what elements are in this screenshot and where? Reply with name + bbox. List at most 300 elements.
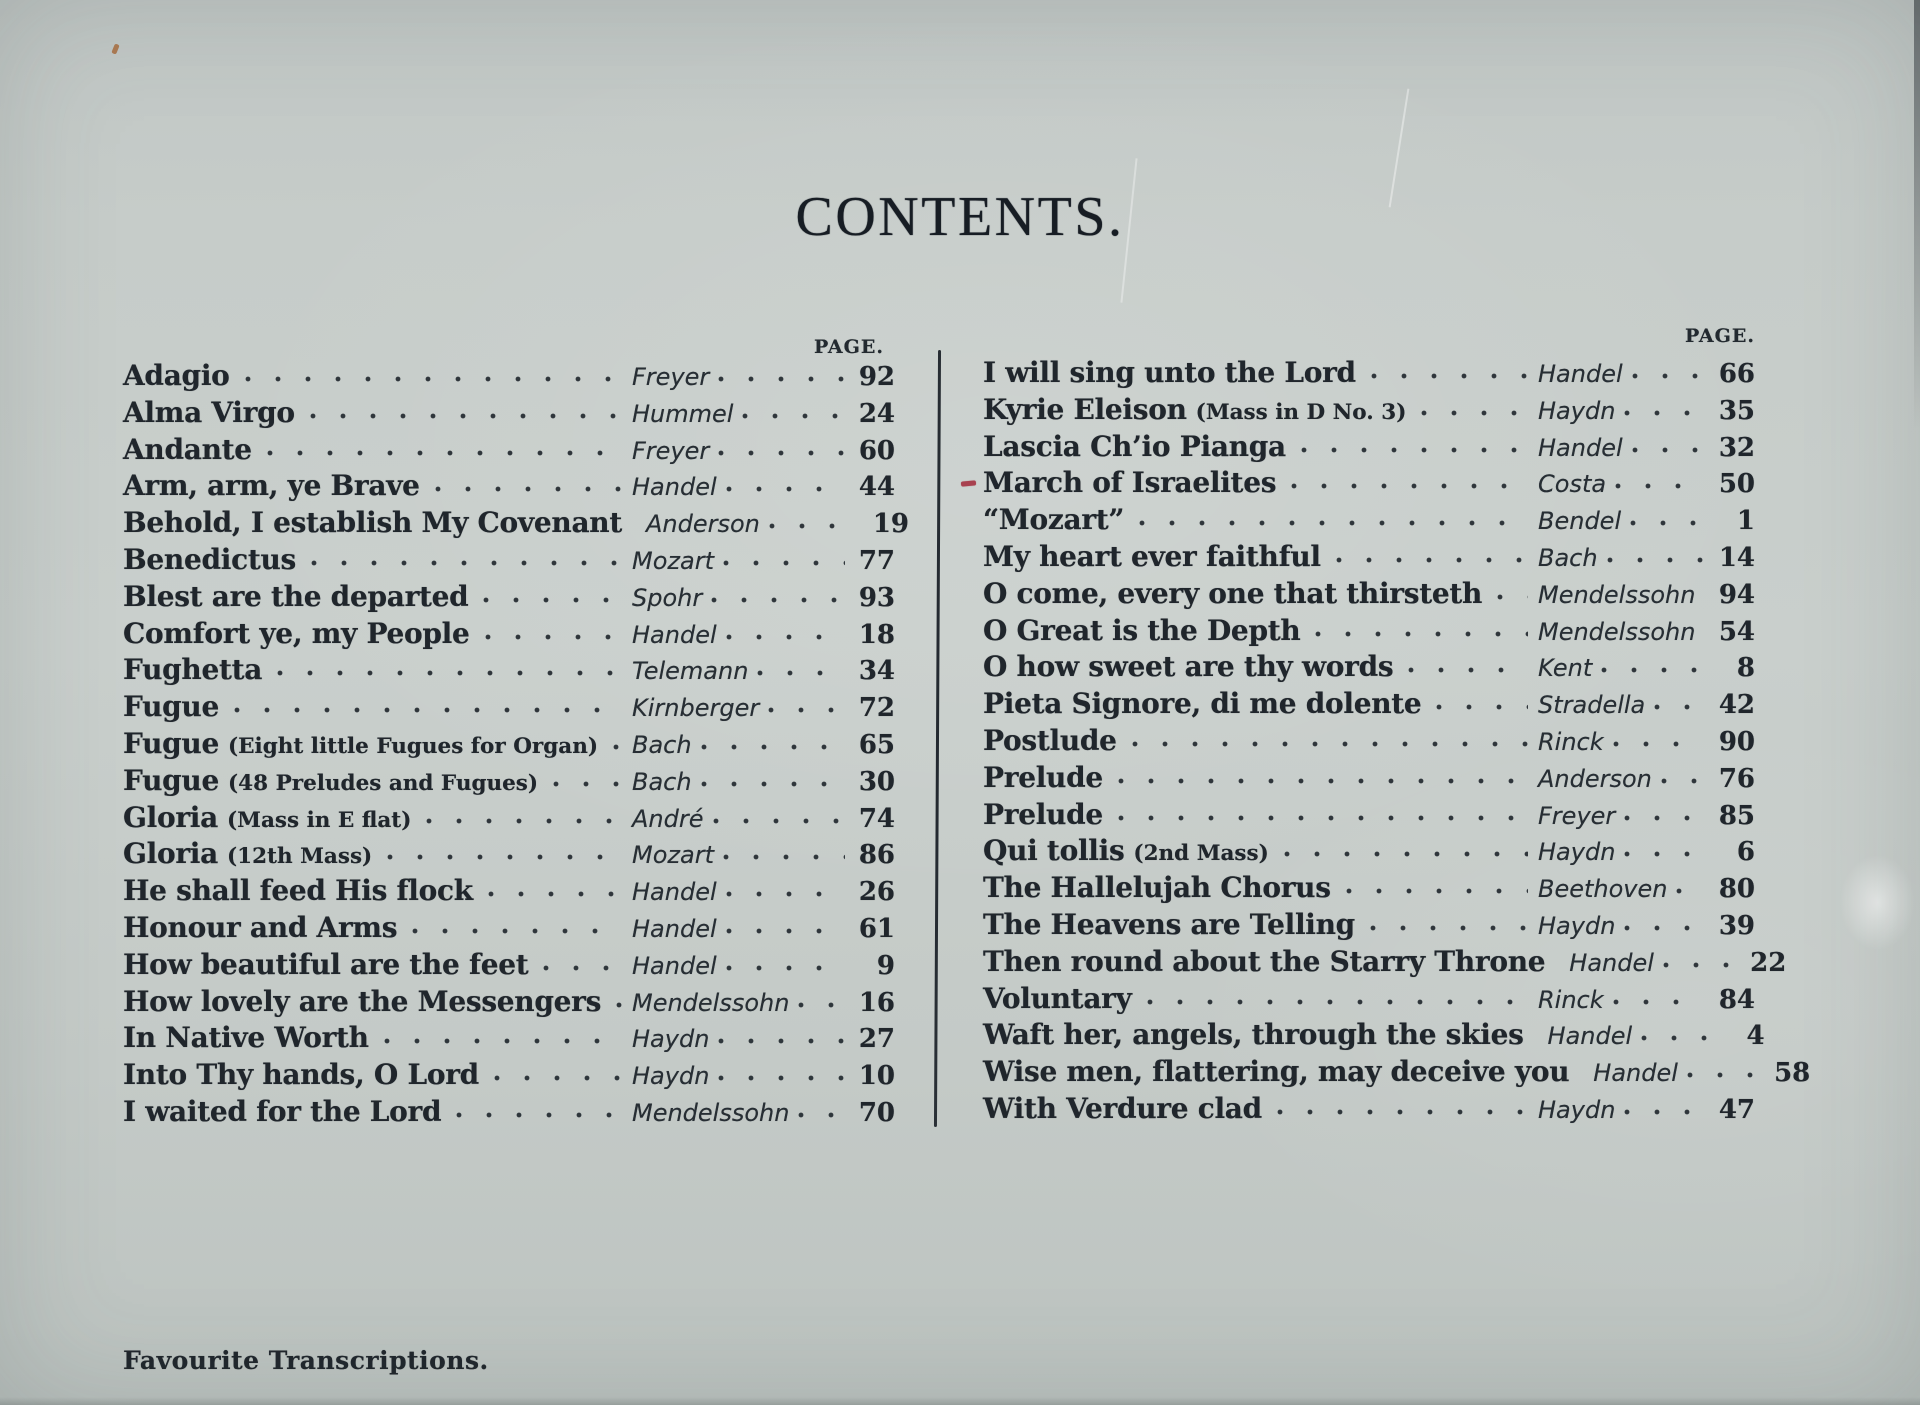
entry-title: Wise men, flattering, may deceive you bbox=[983, 1055, 1570, 1089]
entry-title: Gloria bbox=[123, 837, 218, 871]
entry-title: Adagio bbox=[123, 359, 230, 392]
page-number: 35 bbox=[1718, 395, 1755, 426]
composer-cell bbox=[1538, 875, 1707, 903]
composer-name: Telemann bbox=[632, 657, 749, 686]
entry-title: Alma Virgo bbox=[123, 395, 295, 429]
page-column-header-right: PAGE. bbox=[1685, 325, 1755, 347]
toc-entry-row bbox=[983, 430, 1755, 467]
dot-leader bbox=[1600, 667, 1703, 673]
dot-leader bbox=[717, 450, 845, 456]
composer-name: Stradella bbox=[1538, 691, 1646, 720]
toc-entry-row bbox=[123, 911, 895, 948]
composer-cell bbox=[632, 841, 849, 869]
toc-column-left bbox=[123, 359, 909, 1132]
toc-entry-row bbox=[983, 871, 1755, 908]
toc-entry-row bbox=[123, 948, 895, 985]
dot-leader bbox=[700, 781, 845, 787]
dot-leader bbox=[266, 450, 622, 456]
composer-cell bbox=[1538, 912, 1707, 940]
composer-cell bbox=[1538, 728, 1707, 756]
page-title: CONTENTS. bbox=[795, 186, 1125, 248]
dot-leader bbox=[1623, 815, 1703, 821]
composer-name: Mendelssohn bbox=[632, 1098, 790, 1127]
composer-name: Handel bbox=[632, 473, 717, 502]
dot-leader bbox=[310, 560, 622, 566]
entry-title: Comfort ye, my People bbox=[123, 616, 470, 650]
dot-leader bbox=[1496, 594, 1528, 600]
toc-entry-row bbox=[983, 466, 1755, 503]
entry-title: I waited for the Lord bbox=[123, 1094, 442, 1128]
composer-cell bbox=[632, 878, 849, 906]
dot-leader bbox=[741, 413, 845, 419]
composer-name: Handel bbox=[1593, 1059, 1678, 1088]
toc-entry-row bbox=[123, 396, 895, 433]
entry-title: With Verdure clad bbox=[983, 1091, 1262, 1125]
dot-leader bbox=[725, 891, 845, 897]
toc-column-right bbox=[983, 356, 1811, 1129]
page-number: 1 bbox=[1736, 506, 1755, 537]
composer-name: Haydn bbox=[632, 1062, 710, 1091]
dot-leader bbox=[717, 1075, 845, 1081]
dot-leader bbox=[722, 854, 845, 860]
entry-title: March of Israelites bbox=[983, 466, 1277, 500]
composer-name: Haydn bbox=[1538, 911, 1616, 940]
composer-cell bbox=[632, 989, 849, 1017]
dot-leader bbox=[1623, 410, 1703, 416]
composer-cell bbox=[632, 657, 849, 685]
composer-cell bbox=[1538, 360, 1707, 388]
toc-entry-row bbox=[123, 469, 895, 506]
page-number: 19 bbox=[872, 509, 909, 540]
dot-leader bbox=[717, 376, 845, 382]
toc-entry-row bbox=[983, 834, 1755, 871]
dot-leader bbox=[244, 376, 622, 382]
toc-entry-row bbox=[983, 724, 1755, 761]
toc-entry-row bbox=[123, 1095, 895, 1132]
entry-title: Then round about the Starry Throne bbox=[983, 944, 1546, 978]
entry-title: Prelude bbox=[983, 797, 1103, 831]
composer-cell bbox=[632, 694, 849, 722]
composer-name: Handel bbox=[1547, 1022, 1633, 1051]
entry-title: He shall feed His flock bbox=[123, 874, 473, 908]
dot-leader bbox=[1420, 410, 1528, 416]
page-number: 86 bbox=[858, 840, 895, 871]
entry-title: Fugue bbox=[123, 763, 219, 797]
page-number: 65 bbox=[858, 729, 895, 760]
dot-leader bbox=[425, 818, 622, 824]
toc-entry-row bbox=[123, 359, 895, 396]
composer-cell bbox=[646, 510, 863, 538]
dot-leader bbox=[1686, 1072, 1758, 1078]
dot-leader bbox=[1117, 815, 1528, 821]
dot-leader bbox=[493, 1075, 622, 1081]
column-divider-rule bbox=[934, 350, 941, 1127]
composer-cell bbox=[632, 952, 849, 980]
entry-title: Benedictus bbox=[123, 542, 296, 576]
dot-leader bbox=[700, 744, 845, 750]
dot-leader bbox=[1290, 483, 1528, 489]
dot-leader bbox=[725, 928, 845, 934]
page-number: 94 bbox=[1718, 579, 1755, 610]
toc-entry-row bbox=[983, 798, 1755, 835]
entry-title: Andante bbox=[123, 432, 252, 466]
composer-name: Anderson bbox=[646, 510, 760, 539]
dot-leader bbox=[233, 707, 622, 713]
dot-leader bbox=[1623, 851, 1703, 857]
toc-entry-row bbox=[123, 1021, 895, 1058]
composer-cell bbox=[1548, 1022, 1717, 1050]
entry-title: I will sing unto the Lord bbox=[983, 356, 1356, 389]
composer-name: Mendelssohn bbox=[1538, 617, 1696, 646]
composer-name: Mozart bbox=[632, 546, 714, 575]
entry-title: Qui tollis bbox=[983, 834, 1125, 868]
page-number: 74 bbox=[858, 803, 895, 834]
composer-cell bbox=[632, 1062, 849, 1090]
dot-leader bbox=[1606, 557, 1703, 563]
scan-edge-shadow bbox=[1914, 0, 1920, 430]
entry-title-note: (48 Preludes and Fugues) bbox=[228, 770, 539, 796]
toc-entry-row bbox=[983, 982, 1755, 1019]
page-number: 39 bbox=[1718, 910, 1755, 941]
dot-leader bbox=[710, 597, 845, 603]
page-number: 77 bbox=[858, 545, 895, 576]
composer-cell bbox=[1538, 838, 1707, 866]
page-number: 66 bbox=[1718, 359, 1755, 389]
dot-leader bbox=[1623, 1109, 1703, 1115]
dot-leader bbox=[725, 486, 845, 492]
entry-title: How beautiful are the feet bbox=[123, 947, 529, 981]
dot-leader bbox=[1631, 447, 1703, 453]
composer-name: Mendelssohn bbox=[632, 988, 790, 1017]
dot-leader bbox=[482, 597, 622, 603]
entry-title: The Hallelujah Chorus bbox=[983, 871, 1331, 905]
dot-leader bbox=[612, 744, 622, 750]
dot-leader bbox=[1662, 962, 1734, 968]
composer-cell bbox=[632, 805, 849, 833]
entry-title: O Great is the Depth bbox=[983, 613, 1301, 647]
dot-leader bbox=[1146, 999, 1528, 1005]
toc-entry-row bbox=[983, 577, 1755, 614]
page-number: 50 bbox=[1718, 469, 1755, 500]
composer-name: Freyer bbox=[1538, 801, 1616, 830]
page-number: 72 bbox=[858, 693, 895, 724]
composer-cell bbox=[632, 621, 849, 649]
composer-cell bbox=[632, 915, 849, 943]
toc-entry-row bbox=[123, 801, 895, 838]
composer-cell bbox=[1538, 802, 1707, 830]
red-annotation-mark bbox=[961, 481, 976, 487]
toc-entry-row bbox=[983, 908, 1755, 945]
toc-entry-row bbox=[123, 985, 895, 1022]
page-number: 26 bbox=[858, 877, 895, 908]
dot-leader bbox=[722, 560, 845, 566]
page-number: 42 bbox=[1718, 690, 1755, 721]
page-number: 6 bbox=[1736, 837, 1755, 868]
dot-leader bbox=[767, 707, 845, 713]
toc-entry-row bbox=[123, 764, 895, 801]
page-number: 70 bbox=[858, 1097, 895, 1128]
composer-name: Handel bbox=[632, 951, 717, 980]
entry-title: How lovely are the Messengers bbox=[123, 984, 602, 1018]
toc-entry-row bbox=[983, 503, 1755, 540]
dot-leader bbox=[1314, 631, 1528, 637]
composer-name: Freyer bbox=[632, 363, 710, 391]
page-number: 84 bbox=[1718, 984, 1755, 1015]
page-number: 18 bbox=[858, 619, 895, 650]
dot-leader bbox=[1138, 520, 1528, 526]
composer-cell bbox=[632, 473, 849, 501]
dot-leader bbox=[717, 1038, 845, 1044]
composer-cell bbox=[632, 437, 849, 465]
entry-title-note: (Mass in E flat) bbox=[226, 807, 412, 833]
dot-leader bbox=[1614, 483, 1703, 489]
composer-name: Anderson bbox=[1538, 764, 1652, 793]
entry-title: Lascia Ch’io Pianga bbox=[983, 429, 1286, 463]
dot-leader bbox=[725, 634, 845, 640]
page-number: 54 bbox=[1718, 616, 1755, 647]
entry-title: Fugue bbox=[123, 690, 219, 724]
dot-leader bbox=[1640, 1035, 1712, 1041]
dot-leader bbox=[797, 1112, 845, 1118]
dot-leader bbox=[1631, 373, 1703, 379]
dot-leader bbox=[1435, 704, 1528, 710]
page-number: 92 bbox=[858, 362, 895, 392]
dot-leader bbox=[1660, 778, 1703, 784]
dot-leader bbox=[1300, 447, 1528, 453]
page-number: 10 bbox=[858, 1061, 895, 1092]
composer-cell bbox=[1538, 1096, 1707, 1124]
toc-entry-row bbox=[983, 944, 1787, 982]
composer-name: Handel bbox=[632, 914, 717, 943]
composer-cell bbox=[1538, 581, 1707, 609]
page-number: 32 bbox=[1718, 432, 1755, 463]
dot-leader bbox=[1612, 741, 1703, 747]
page-number: 47 bbox=[1718, 1094, 1755, 1125]
composer-cell bbox=[632, 363, 849, 391]
entry-title: Into Thy hands, O Lord bbox=[123, 1058, 479, 1092]
page-number: 34 bbox=[858, 656, 895, 687]
composer-name: Mendelssohn bbox=[1538, 580, 1696, 609]
page-number: 90 bbox=[1718, 726, 1755, 757]
composer-name: Handel bbox=[1569, 948, 1654, 977]
paper-speck bbox=[111, 43, 119, 54]
composer-cell bbox=[1538, 765, 1707, 793]
entry-title: Pieta Signore, di me dolente bbox=[983, 687, 1422, 721]
dot-leader bbox=[725, 965, 845, 971]
dot-leader bbox=[386, 854, 622, 860]
composer-name: Haydn bbox=[1538, 1095, 1616, 1124]
entry-title: My heart ever faithful bbox=[983, 539, 1321, 573]
scan-edge-shadow bbox=[0, 1397, 1920, 1405]
dot-leader bbox=[1629, 520, 1703, 526]
entry-title: Fughetta bbox=[123, 653, 263, 687]
composer-name: Haydn bbox=[1538, 838, 1616, 867]
toc-entry-row bbox=[123, 543, 895, 580]
composer-cell bbox=[1593, 1059, 1762, 1087]
composer-name: Handel bbox=[632, 620, 717, 649]
composer-name: Bach bbox=[632, 730, 692, 759]
composer-cell bbox=[1538, 434, 1707, 462]
page-number: 93 bbox=[858, 582, 895, 613]
entry-title-note: (2nd Mass) bbox=[1133, 841, 1269, 867]
composer-cell bbox=[1538, 986, 1707, 1014]
entry-title: Voluntary bbox=[983, 981, 1132, 1015]
composer-cell bbox=[632, 547, 849, 575]
composer-name: Handel bbox=[632, 878, 717, 907]
composer-cell bbox=[632, 1099, 849, 1127]
dot-leader bbox=[1369, 925, 1528, 931]
toc-entry-row bbox=[983, 761, 1755, 798]
entry-title: Honour and Arms bbox=[123, 910, 398, 944]
page-number: 80 bbox=[1718, 874, 1755, 905]
toc-entry-row bbox=[123, 580, 895, 617]
page-number: 9 bbox=[876, 950, 895, 981]
dot-leader bbox=[768, 523, 859, 529]
toc-entry-row bbox=[983, 650, 1755, 687]
page-number: 85 bbox=[1718, 800, 1755, 831]
dot-leader bbox=[411, 928, 622, 934]
entry-title: In Native Worth bbox=[123, 1021, 369, 1055]
composer-name: Handel bbox=[1538, 360, 1623, 388]
composer-name: Rinck bbox=[1538, 985, 1604, 1014]
page-number: 4 bbox=[1746, 1021, 1765, 1052]
dot-leader bbox=[1345, 888, 1528, 894]
toc-entry-row bbox=[123, 1058, 895, 1095]
dot-leader bbox=[1407, 667, 1528, 673]
page-number: 27 bbox=[858, 1024, 895, 1055]
composer-name: Costa bbox=[1538, 470, 1607, 499]
composer-cell bbox=[1538, 544, 1707, 572]
entry-title: O come, every one that thirsteth bbox=[983, 576, 1483, 610]
entry-title: Blest are the departed bbox=[123, 579, 469, 613]
dot-leader bbox=[1623, 925, 1703, 931]
toc-entry-row bbox=[123, 690, 895, 727]
page-number: 24 bbox=[858, 398, 895, 429]
entry-title: Prelude bbox=[983, 760, 1103, 794]
composer-name: Handel bbox=[1538, 433, 1623, 462]
dot-leader bbox=[1117, 778, 1528, 784]
composer-cell bbox=[1538, 507, 1707, 535]
composer-cell bbox=[632, 768, 849, 796]
page-number: 8 bbox=[1736, 653, 1755, 684]
dot-leader bbox=[434, 486, 622, 492]
composer-cell bbox=[632, 1025, 849, 1053]
entry-title: Behold, I establish My Covenant bbox=[123, 506, 622, 540]
entry-title-note: (Mass in D No. 3) bbox=[1195, 399, 1407, 425]
page-number: 14 bbox=[1718, 542, 1755, 573]
composer-name: Haydn bbox=[632, 1025, 710, 1054]
toc-entry-row bbox=[983, 1092, 1755, 1129]
composer-name: Freyer bbox=[632, 436, 710, 465]
toc-entry-row bbox=[123, 506, 909, 543]
page-number: 76 bbox=[1718, 763, 1755, 794]
toc-entry-row bbox=[983, 356, 1755, 393]
page-number: 61 bbox=[858, 913, 895, 944]
dot-leader bbox=[542, 965, 622, 971]
composer-cell bbox=[1538, 397, 1707, 425]
toc-entry-row bbox=[123, 874, 895, 911]
dot-leader bbox=[383, 1038, 622, 1044]
dot-leader bbox=[1675, 888, 1703, 894]
toc-entry-row bbox=[983, 614, 1755, 651]
dot-leader bbox=[1283, 851, 1528, 857]
toc-entry-row bbox=[983, 1055, 1811, 1092]
composer-cell bbox=[1538, 654, 1707, 682]
composer-name: Rinck bbox=[1538, 727, 1604, 756]
composer-name: Hummel bbox=[632, 399, 734, 428]
page-column-header-left: PAGE. bbox=[814, 336, 884, 358]
composer-name: Bach bbox=[1538, 543, 1598, 572]
toc-entry-row bbox=[983, 540, 1755, 577]
dot-leader bbox=[455, 1112, 622, 1118]
composer-cell bbox=[1538, 618, 1707, 646]
entry-title: Gloria bbox=[123, 800, 218, 834]
dot-leader bbox=[1612, 999, 1703, 1005]
toc-entry-row bbox=[123, 653, 895, 690]
composer-name: André bbox=[632, 804, 704, 833]
composer-name: Kirnberger bbox=[632, 694, 760, 723]
composer-cell bbox=[632, 731, 849, 759]
page-number: 44 bbox=[858, 472, 895, 503]
toc-entry-row bbox=[983, 1018, 1765, 1055]
dot-leader bbox=[712, 818, 846, 824]
composer-cell bbox=[1538, 470, 1707, 498]
composer-cell bbox=[632, 584, 849, 612]
toc-entry-row bbox=[123, 433, 895, 470]
page-number: 22 bbox=[1750, 947, 1787, 978]
toc-entry-row bbox=[123, 617, 895, 654]
footer-series-title: Favourite Transcriptions. bbox=[123, 1346, 489, 1375]
entry-title: Fugue bbox=[123, 726, 219, 760]
composer-name: Bendel bbox=[1538, 507, 1622, 536]
entry-title: O how sweet are thy words bbox=[983, 650, 1394, 684]
entry-title: Arm, arm, ye Brave bbox=[123, 469, 420, 503]
composer-cell bbox=[1538, 691, 1707, 719]
composer-name: Beethoven bbox=[1538, 875, 1668, 904]
dot-leader bbox=[1131, 741, 1528, 747]
composer-name: Spohr bbox=[632, 583, 703, 612]
paper-shine bbox=[1840, 855, 1915, 950]
composer-name: Haydn bbox=[1538, 396, 1616, 425]
dot-leader bbox=[1335, 557, 1528, 563]
composer-name: Bach bbox=[632, 767, 692, 796]
entry-title: Waft her, angels, through the skies bbox=[983, 1018, 1524, 1052]
toc-entry-row bbox=[983, 687, 1755, 724]
entry-title: “Mozart” bbox=[983, 503, 1125, 537]
dot-leader bbox=[1653, 704, 1703, 710]
dot-leader bbox=[276, 670, 622, 676]
dot-leader bbox=[1276, 1109, 1528, 1115]
toc-entry-row bbox=[983, 393, 1755, 430]
page-number: 58 bbox=[1774, 1058, 1811, 1089]
dot-leader bbox=[615, 1002, 622, 1008]
entry-title: Kyrie Eleison bbox=[983, 392, 1187, 426]
entry-title: Postlude bbox=[983, 723, 1117, 757]
page-number: 30 bbox=[858, 766, 895, 797]
composer-name: Mozart bbox=[632, 841, 714, 870]
entry-title: The Heavens are Telling bbox=[983, 907, 1355, 941]
entry-title-note: (12th Mass) bbox=[226, 844, 373, 870]
dot-leader bbox=[756, 670, 845, 676]
dot-leader bbox=[797, 1002, 845, 1008]
composer-cell bbox=[1569, 949, 1738, 977]
dot-leader bbox=[484, 634, 623, 640]
composer-name: Kent bbox=[1538, 654, 1593, 683]
toc-entry-row bbox=[123, 727, 895, 764]
page-number: 16 bbox=[858, 987, 895, 1018]
dot-leader bbox=[309, 413, 622, 419]
toc-entry-row bbox=[123, 837, 895, 874]
